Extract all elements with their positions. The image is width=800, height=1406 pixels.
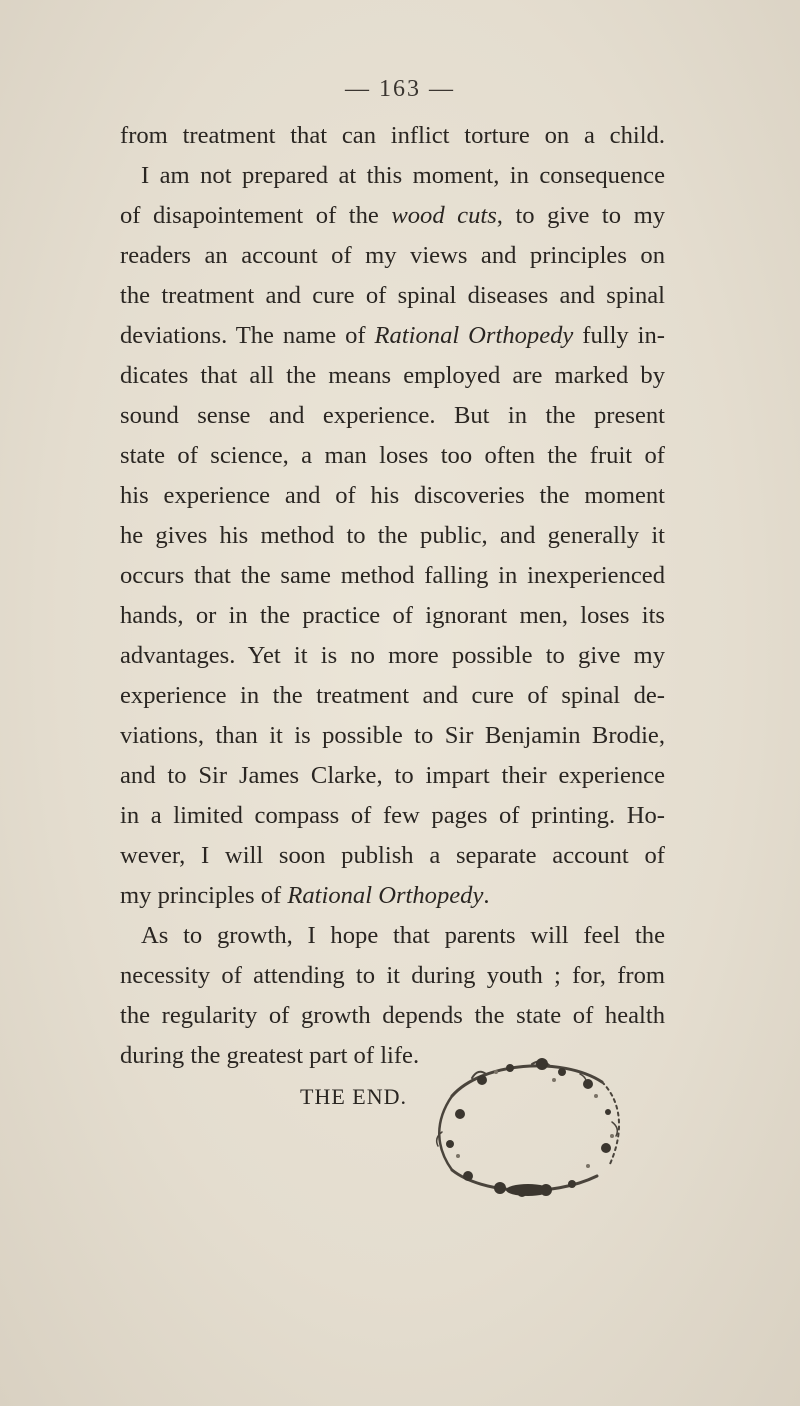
text-line bbox=[120, 796, 665, 836]
end-label: THE END. bbox=[300, 1084, 407, 1109]
text-line bbox=[120, 156, 665, 196]
italic-text: wood cuts bbox=[391, 202, 497, 229]
text-line bbox=[120, 956, 665, 996]
text-line bbox=[120, 556, 665, 596]
text-run: necessity of attending to it during youth ; for, from bbox=[120, 962, 665, 989]
text-run: and to Sir James Clarke, to impart their experience bbox=[120, 762, 665, 789]
text-run: experience in the treatment and cure of spinal de- bbox=[120, 682, 665, 709]
end-block bbox=[300, 1052, 640, 1202]
text-run: . bbox=[483, 882, 490, 909]
text-line bbox=[120, 236, 665, 276]
text-line bbox=[120, 276, 665, 316]
text-line bbox=[120, 196, 665, 236]
text-line bbox=[120, 996, 665, 1036]
text-run: As to growth, I hope that parents will feel the bbox=[141, 922, 665, 949]
text-run: hands, or in the practice of ignorant men, loses its bbox=[120, 602, 665, 629]
italic-text: Rational Orthopedy bbox=[287, 882, 484, 909]
text-line bbox=[120, 756, 665, 796]
page-number: — 163 — bbox=[345, 76, 455, 102]
text-run: deviations. The name of bbox=[120, 322, 375, 349]
text-line bbox=[120, 596, 665, 636]
text-line bbox=[120, 516, 665, 556]
text-run: occurs that the same method falling in inexperienced bbox=[120, 562, 665, 589]
text-run: sound sense and experience. But in the present bbox=[120, 402, 665, 429]
text-run: dicates that all the means employed are marked by bbox=[120, 362, 665, 389]
text-run: my principles of bbox=[120, 882, 288, 909]
text-line bbox=[120, 876, 665, 916]
text-run: his experience and of his discoveries the moment bbox=[120, 482, 665, 509]
text-line bbox=[120, 636, 665, 676]
text-line bbox=[120, 716, 665, 756]
text-run: from treatment that can inflict torture on a child. bbox=[120, 122, 665, 149]
text-run: viations, than it is possible to Sir Benjamin Brodie, bbox=[120, 722, 665, 749]
text-run: fully in- bbox=[573, 322, 665, 349]
italic-text: Rational Orthopedy bbox=[374, 322, 574, 349]
text-line bbox=[120, 436, 665, 476]
text-run: of disapointement of the bbox=[120, 202, 392, 229]
text-run: he gives his method to the public, and generally it bbox=[120, 522, 665, 549]
text-run: state of science, a man loses too often the fruit of bbox=[120, 442, 665, 469]
text-run: I am not prepared at this moment, in consequence bbox=[141, 162, 665, 189]
text-run: advantages. Yet it is no more possible to give my bbox=[120, 642, 665, 669]
text-line bbox=[120, 836, 665, 876]
text-run: in a limited compass of few pages of printing. Ho- bbox=[120, 802, 665, 829]
text-line bbox=[120, 116, 665, 156]
text-run: during the greatest part of life. bbox=[120, 1042, 420, 1069]
text-line bbox=[120, 316, 665, 356]
text-line bbox=[120, 396, 665, 436]
text-run: wever, I will soon publish a separate account of bbox=[120, 842, 665, 869]
text-run: readers an account of my views and principles on bbox=[120, 242, 665, 269]
text-run: the treatment and cure of spinal diseases and spinal bbox=[120, 282, 665, 309]
text-line bbox=[120, 676, 665, 716]
text-line bbox=[120, 476, 665, 516]
floral-wreath-icon bbox=[412, 1052, 642, 1202]
text-line bbox=[120, 916, 665, 956]
text-line bbox=[120, 356, 665, 396]
text-run: the regularity of growth depends the state of health bbox=[120, 1002, 665, 1029]
body-text bbox=[120, 116, 665, 1076]
text-run: , to give to my bbox=[496, 202, 666, 229]
